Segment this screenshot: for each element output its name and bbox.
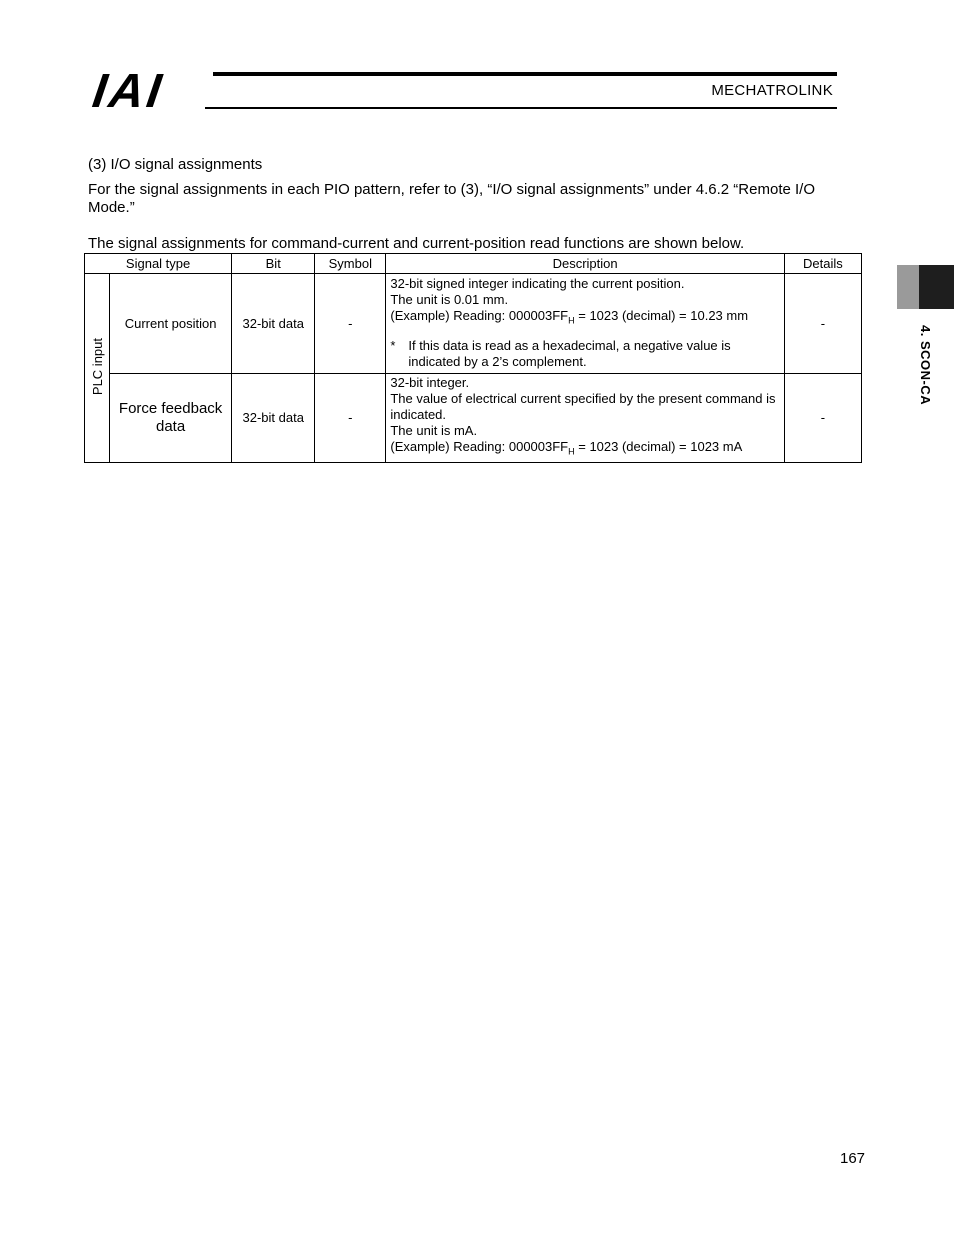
section-heading: (3) I/O signal assignments bbox=[88, 156, 263, 173]
group-label-plc-input: PLC input bbox=[89, 337, 105, 395]
note-text: If this data is read as a hexadecimal, a negative value is indicated by a 2’s complement. bbox=[408, 338, 731, 370]
product-name: MECHATROLINK bbox=[711, 82, 833, 99]
group-cell bbox=[85, 274, 110, 463]
iai-logo: IAI bbox=[89, 65, 168, 118]
header-bit: Bit bbox=[232, 254, 315, 274]
details-cell: - bbox=[784, 274, 861, 374]
description-line: The value of electrical current specified by the present command is indicated. bbox=[390, 391, 776, 422]
signal-name-cell: Force feedback data bbox=[110, 374, 232, 463]
header-rule-thick bbox=[213, 72, 837, 76]
table-intro-paragraph: The signal assignments for command-current and current-position read functions are shown below. bbox=[88, 235, 745, 252]
description-cell bbox=[386, 374, 785, 463]
chapter-side-label: 4. SCON-CA bbox=[918, 325, 933, 406]
note bbox=[390, 338, 780, 370]
bit-cell: 32-bit data bbox=[232, 274, 315, 374]
description-cell bbox=[386, 274, 785, 374]
example-prefix: (Example) Reading: 000003FF bbox=[390, 307, 569, 323]
hex-subscript: H bbox=[568, 446, 575, 457]
example-result: = 1023 (decimal) = 1023 mA bbox=[574, 439, 743, 454]
example-line bbox=[390, 308, 780, 329]
example-line bbox=[390, 439, 780, 460]
signal-name-cell: Current position bbox=[110, 274, 232, 374]
table-row bbox=[85, 274, 862, 374]
symbol-cell: - bbox=[315, 374, 386, 463]
example-result: = 1023 (decimal) = 10.23 mm bbox=[574, 307, 749, 323]
details-cell: - bbox=[784, 374, 861, 463]
example-prefix: (Example) Reading: 000003FF bbox=[390, 439, 569, 454]
symbol-cell: - bbox=[315, 274, 386, 374]
header-symbol: Symbol bbox=[315, 254, 386, 274]
bit-cell: 32-bit data bbox=[232, 374, 315, 463]
chapter-tab-dark bbox=[919, 265, 954, 309]
intro-paragraph: For the signal assignments in each PIO pattern, refer to (3), “I/O signal assignments” under 4.6.2 “Remote I/O Mode.” bbox=[88, 181, 815, 216]
header-description: Description bbox=[386, 254, 785, 274]
signal-assignment-table bbox=[84, 253, 862, 463]
header-details: Details bbox=[784, 254, 861, 274]
header-signal-type: Signal type bbox=[85, 254, 232, 274]
table-header-row bbox=[85, 254, 862, 274]
description-line: 32-bit integer. bbox=[390, 375, 470, 390]
chapter-tab-grey bbox=[897, 265, 919, 309]
header-rule-thin bbox=[205, 107, 837, 109]
description-line: 32-bit signed integer indicating the current position. bbox=[390, 275, 685, 291]
page-number: 167 bbox=[840, 1150, 866, 1167]
note-asterisk: * bbox=[390, 338, 396, 354]
table-row bbox=[85, 374, 862, 463]
description-line: The unit is 0.01 mm. bbox=[390, 291, 509, 307]
hex-subscript: H bbox=[568, 315, 575, 326]
description-line: The unit is mA. bbox=[390, 423, 478, 438]
